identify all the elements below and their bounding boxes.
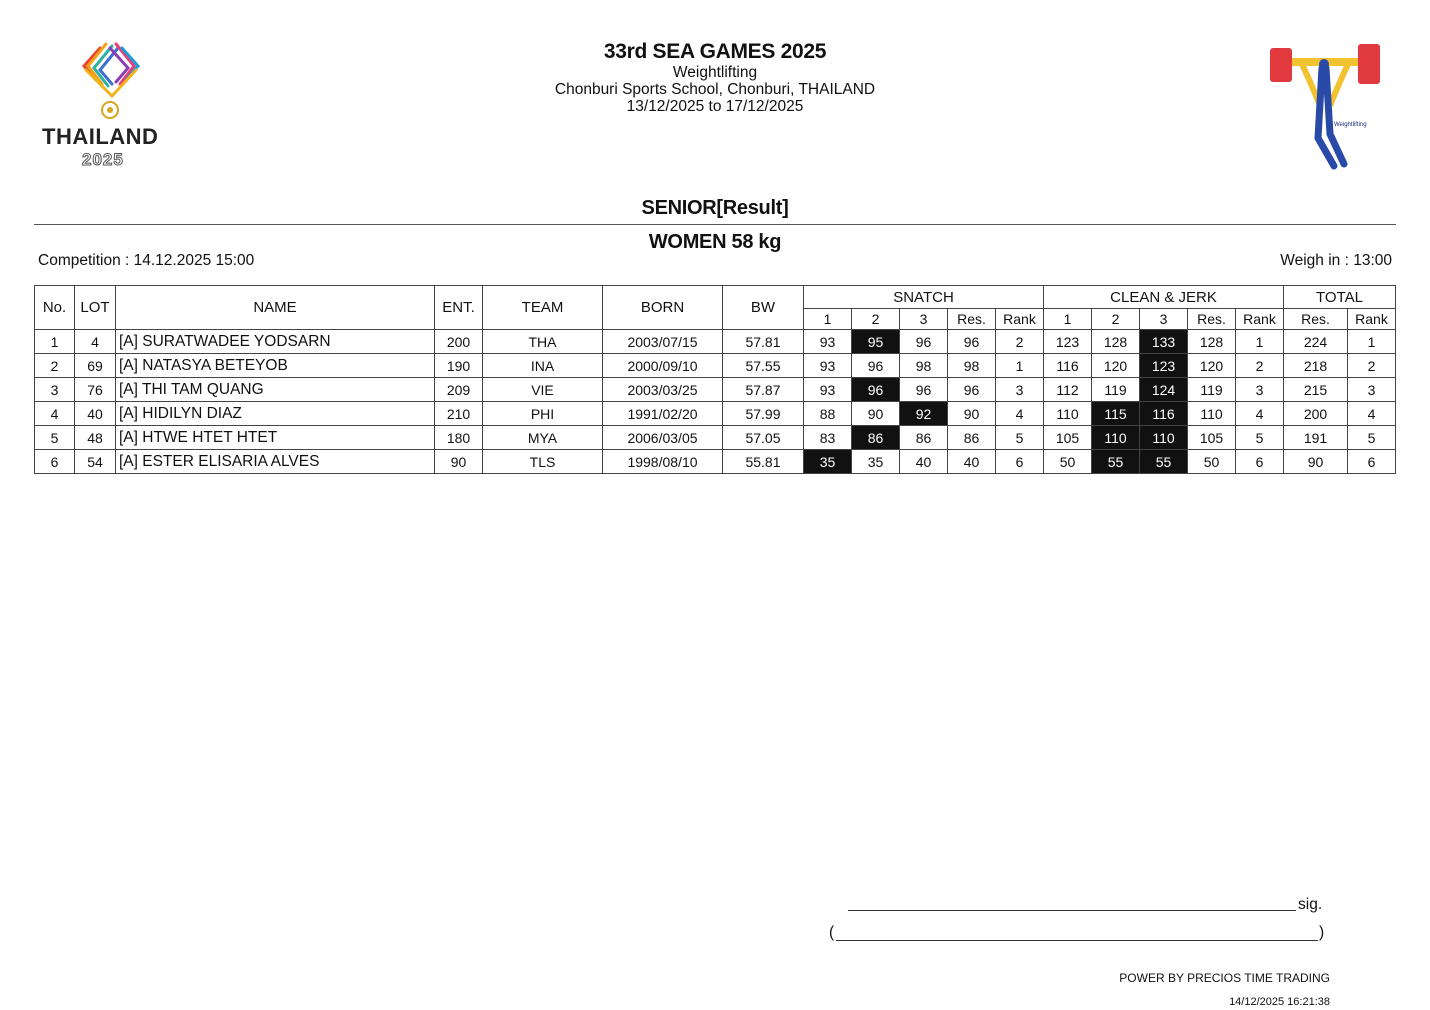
cell-cj-attempt: 105 <box>1044 426 1092 450</box>
cell-snatch-attempt: 96 <box>852 354 900 378</box>
cell-lot: 48 <box>75 426 116 450</box>
cell-cj-result: 110 <box>1188 402 1236 426</box>
cell-snatch-attempt: 93 <box>804 378 852 402</box>
cell-snatch-result: 96 <box>948 378 996 402</box>
header-cj-attempt-2: 2 <box>1092 309 1140 330</box>
cell-name: [A] HTWE HTET HTET <box>116 426 435 450</box>
table-row <box>35 426 1396 450</box>
cell-no: 5 <box>35 426 75 450</box>
header-snatch-result: Res. <box>948 309 996 330</box>
cell-snatch-rank: 6 <box>996 450 1044 474</box>
cell-no: 3 <box>35 378 75 402</box>
logo-year: 2025 <box>82 150 124 169</box>
cell-cj-result: 50 <box>1188 450 1236 474</box>
cell-total: 90 <box>1284 450 1348 474</box>
cell-cj-attempt: 124 <box>1140 378 1188 402</box>
cell-cj-result: 119 <box>1188 378 1236 402</box>
cell-snatch-attempt: 40 <box>900 450 948 474</box>
sport-name: Weightlifting <box>672 64 758 81</box>
header-snatch-attempt-3: 3 <box>900 309 948 330</box>
cell-no: 1 <box>35 330 75 354</box>
cell-cj-attempt: 116 <box>1044 354 1092 378</box>
cell-bw: 57.05 <box>723 426 804 450</box>
cell-snatch-attempt: 86 <box>900 426 948 450</box>
cell-snatch-result: 40 <box>948 450 996 474</box>
cell-ent: 180 <box>435 426 483 450</box>
results-table <box>34 285 1396 474</box>
cell-cj-rank: 5 <box>1236 426 1284 450</box>
cell-cj-attempt: 128 <box>1092 330 1140 354</box>
cell-bw: 57.87 <box>723 378 804 402</box>
cell-cj-attempt: 123 <box>1044 330 1092 354</box>
cell-snatch-rank: 3 <box>996 378 1044 402</box>
cell-total-rank: 3 <box>1348 378 1396 402</box>
printed-name-open-paren: ( <box>829 924 835 941</box>
cell-cj-attempt: 133 <box>1140 330 1188 354</box>
header-cj-result: Res. <box>1188 309 1236 330</box>
event-dates: 13/12/2025 to 17/12/2025 <box>626 98 804 115</box>
cell-name: [A] SURATWADEE YODSARN <box>116 330 435 354</box>
cell-born: 2006/03/05 <box>603 426 723 450</box>
cell-team: THA <box>483 330 603 354</box>
cell-snatch-attempt: 96 <box>900 330 948 354</box>
header-cj-attempt-1: 1 <box>1044 309 1092 330</box>
cell-bw: 57.81 <box>723 330 804 354</box>
cell-born: 1998/08/10 <box>603 450 723 474</box>
barbell-icon <box>1262 38 1392 173</box>
cell-snatch-result: 90 <box>948 402 996 426</box>
category-title: WOMEN 58 kg <box>648 231 782 253</box>
header-cj-rank: Rank <box>1236 309 1284 330</box>
cell-team: VIE <box>483 378 603 402</box>
cell-lot: 76 <box>75 378 116 402</box>
cell-snatch-attempt: 98 <box>900 354 948 378</box>
cell-snatch-attempt: 88 <box>804 402 852 426</box>
signature-label: sig. <box>1298 896 1323 913</box>
cell-cj-rank: 6 <box>1236 450 1284 474</box>
cell-cj-rank: 1 <box>1236 330 1284 354</box>
cell-born: 1991/02/20 <box>603 402 723 426</box>
cell-snatch-attempt: 93 <box>804 354 852 378</box>
cell-born: 2003/07/15 <box>603 330 723 354</box>
table-row <box>35 330 1396 354</box>
header-snatch: SNATCH <box>804 286 1044 309</box>
cell-snatch-attempt: 96 <box>900 378 948 402</box>
weightlifting-logo <box>1262 38 1392 173</box>
header-no: No. <box>35 286 75 330</box>
cell-snatch-attempt: 96 <box>852 378 900 402</box>
header-total-result: Res. <box>1284 309 1348 330</box>
cell-team: TLS <box>483 450 603 474</box>
cell-born: 2000/09/10 <box>603 354 723 378</box>
cell-cj-rank: 2 <box>1236 354 1284 378</box>
cell-lot: 54 <box>75 450 116 474</box>
cell-ent: 90 <box>435 450 483 474</box>
table-row <box>35 450 1396 474</box>
venue: Chonburi Sports School, Chonburi, THAILAND <box>554 81 876 98</box>
cell-ent: 200 <box>435 330 483 354</box>
cell-cj-rank: 3 <box>1236 378 1284 402</box>
header-snatch-attempt-2: 2 <box>852 309 900 330</box>
cell-snatch-attempt: 83 <box>804 426 852 450</box>
cell-cj-result: 105 <box>1188 426 1236 450</box>
cell-team: MYA <box>483 426 603 450</box>
cell-cj-attempt: 116 <box>1140 402 1188 426</box>
cell-name: [A] ESTER ELISARIA ALVES <box>116 450 435 474</box>
header-snatch-attempt-1: 1 <box>804 309 852 330</box>
cell-ent: 209 <box>435 378 483 402</box>
footer-timestamp: 14/12/2025 16:21:38 <box>1229 996 1330 1008</box>
divider <box>34 224 1396 225</box>
cell-team: INA <box>483 354 603 378</box>
header-snatch-rank: Rank <box>996 309 1044 330</box>
header-clean-and-jerk: CLEAN & JERK <box>1044 286 1284 309</box>
cell-ent: 190 <box>435 354 483 378</box>
cell-name: [A] HIDILYN DIAZ <box>116 402 435 426</box>
cell-cj-attempt: 110 <box>1044 402 1092 426</box>
cell-cj-attempt: 55 <box>1140 450 1188 474</box>
competition-time: Competition : 14.12.2025 15:00 <box>38 252 255 269</box>
cell-snatch-attempt: 93 <box>804 330 852 354</box>
table-row <box>35 402 1396 426</box>
cell-bw: 57.99 <box>723 402 804 426</box>
cell-snatch-rank: 2 <box>996 330 1044 354</box>
header-total-rank: Rank <box>1348 309 1396 330</box>
cell-total: 218 <box>1284 354 1348 378</box>
cell-total-rank: 4 <box>1348 402 1396 426</box>
cell-snatch-attempt: 95 <box>852 330 900 354</box>
cell-total: 224 <box>1284 330 1348 354</box>
cell-bw: 57.55 <box>723 354 804 378</box>
cell-no: 2 <box>35 354 75 378</box>
header-cj-attempt-3: 3 <box>1140 309 1188 330</box>
cell-cj-rank: 4 <box>1236 402 1284 426</box>
cell-snatch-attempt: 35 <box>804 450 852 474</box>
cell-name: [A] THI TAM QUANG <box>116 378 435 402</box>
footer-credit: POWER BY PRECIOS TIME TRADING <box>1119 971 1330 985</box>
logo-wordmark: THAILAND <box>42 124 159 149</box>
cell-total: 200 <box>1284 402 1348 426</box>
section-title: SENIOR[Result] <box>641 197 789 219</box>
cell-cj-attempt: 120 <box>1092 354 1140 378</box>
thailand-2025-emblem-icon <box>38 40 178 130</box>
cell-total-rank: 5 <box>1348 426 1396 450</box>
cell-lot: 4 <box>75 330 116 354</box>
logo-caption: Weightlifting <box>1334 122 1367 128</box>
cell-total-rank: 2 <box>1348 354 1396 378</box>
cell-cj-attempt: 123 <box>1140 354 1188 378</box>
cell-snatch-attempt: 86 <box>852 426 900 450</box>
thailand-2025-logo <box>38 40 178 170</box>
table-header <box>35 286 1396 330</box>
cell-no: 4 <box>35 402 75 426</box>
document-header <box>420 39 1010 115</box>
header-team: TEAM <box>483 286 603 330</box>
cell-cj-attempt: 110 <box>1092 426 1140 450</box>
cell-total-rank: 1 <box>1348 330 1396 354</box>
cell-name: [A] NATASYA BETEYOB <box>116 354 435 378</box>
header-born: BORN <box>603 286 723 330</box>
cell-snatch-rank: 4 <box>996 402 1044 426</box>
cell-bw: 55.81 <box>723 450 804 474</box>
cell-cj-attempt: 50 <box>1044 450 1092 474</box>
cell-cj-attempt: 112 <box>1044 378 1092 402</box>
cell-cj-attempt: 110 <box>1140 426 1188 450</box>
cell-cj-attempt: 119 <box>1092 378 1140 402</box>
cell-total-rank: 6 <box>1348 450 1396 474</box>
cell-total: 215 <box>1284 378 1348 402</box>
cell-cj-attempt: 115 <box>1092 402 1140 426</box>
header-ent: ENT. <box>435 286 483 330</box>
cell-snatch-rank: 1 <box>996 354 1044 378</box>
table-row <box>35 354 1396 378</box>
cell-cj-result: 128 <box>1188 330 1236 354</box>
cell-cj-attempt: 55 <box>1092 450 1140 474</box>
header-lot: LOT <box>75 286 116 330</box>
event-title: 33rd SEA GAMES 2025 <box>603 40 827 63</box>
cell-snatch-result: 96 <box>948 330 996 354</box>
cell-team: PHI <box>483 402 603 426</box>
header-name: NAME <box>116 286 435 330</box>
cell-lot: 69 <box>75 354 116 378</box>
cell-snatch-attempt: 92 <box>900 402 948 426</box>
cell-ent: 210 <box>435 402 483 426</box>
printed-name-close-paren: ) <box>1319 924 1325 941</box>
cell-born: 2003/03/25 <box>603 378 723 402</box>
cell-total: 191 <box>1284 426 1348 450</box>
cell-snatch-result: 98 <box>948 354 996 378</box>
signature-line <box>848 910 1296 911</box>
printed-name-line <box>836 940 1318 941</box>
weigh-in-time: Weigh in : 13:00 <box>1280 252 1392 269</box>
table-row <box>35 378 1396 402</box>
cell-no: 6 <box>35 450 75 474</box>
cell-lot: 40 <box>75 402 116 426</box>
cell-snatch-attempt: 90 <box>852 402 900 426</box>
cell-cj-result: 120 <box>1188 354 1236 378</box>
cell-snatch-attempt: 35 <box>852 450 900 474</box>
header-bw: BW <box>723 286 804 330</box>
cell-snatch-rank: 5 <box>996 426 1044 450</box>
cell-snatch-result: 86 <box>948 426 996 450</box>
table-body <box>35 330 1396 474</box>
header-total: TOTAL <box>1284 286 1396 309</box>
